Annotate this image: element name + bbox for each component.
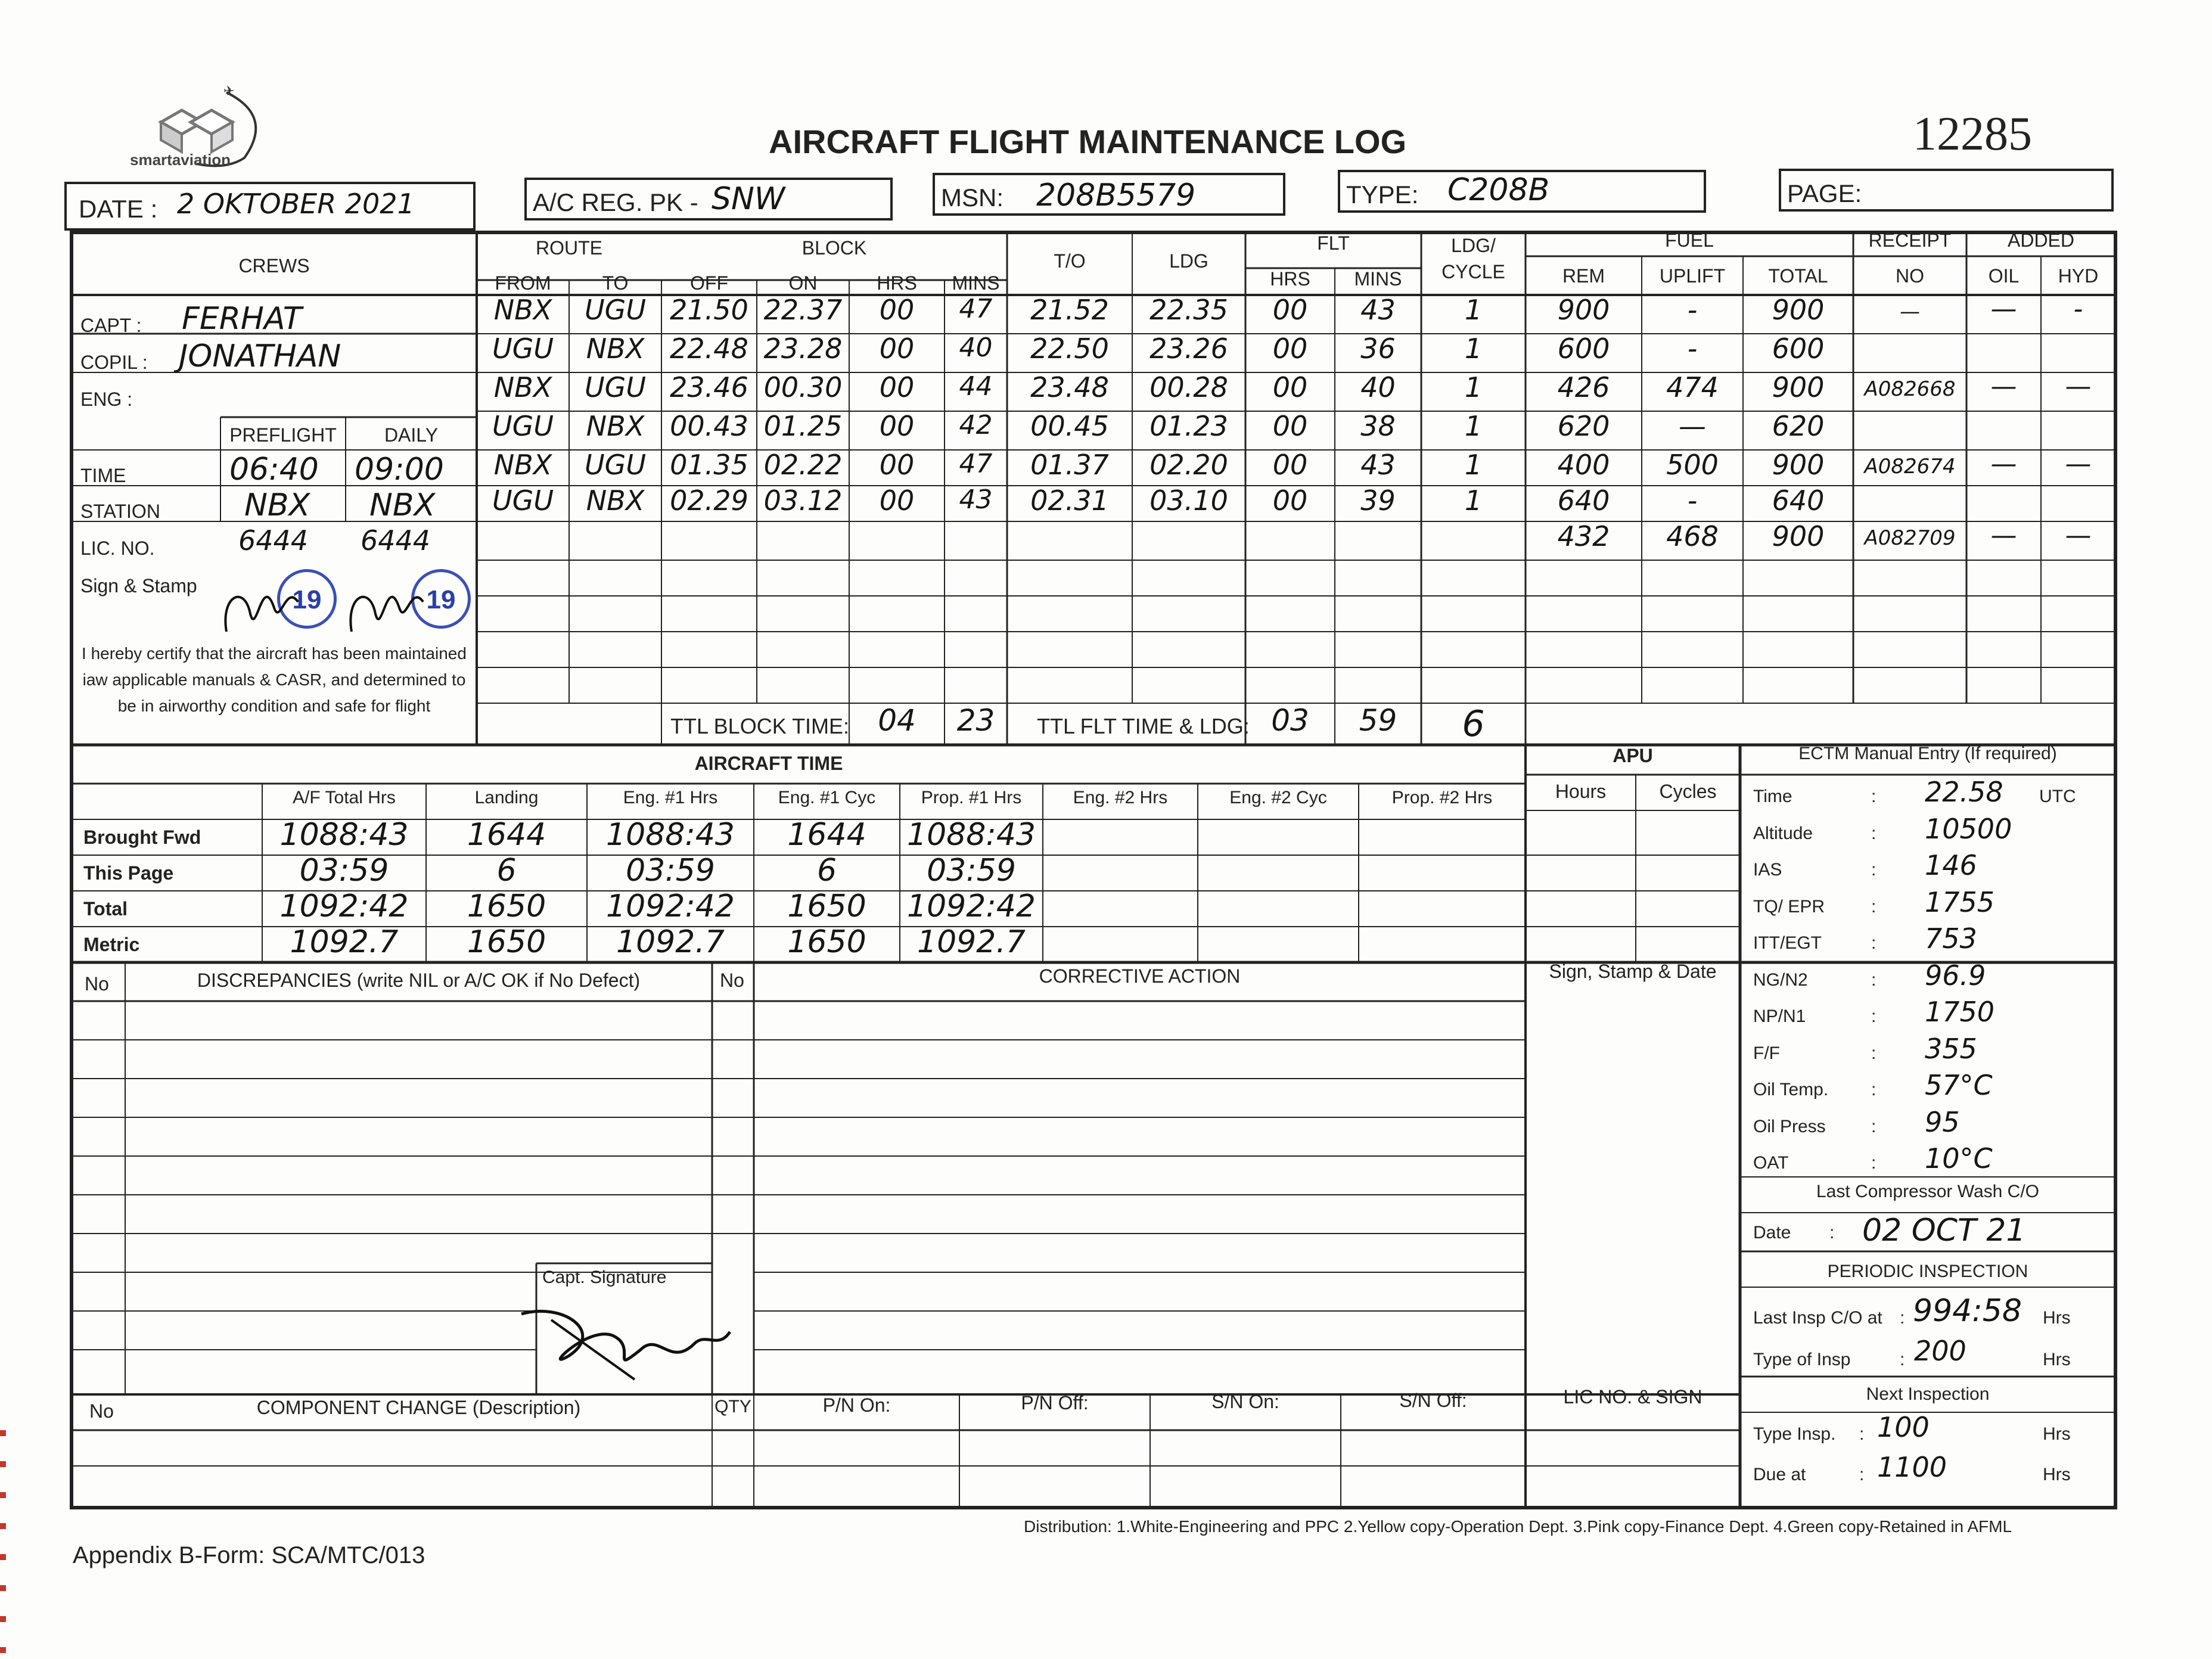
ectm-item-label: Altitude xyxy=(1753,823,1813,843)
aircraft-time-row-label: Metric xyxy=(83,934,140,955)
flight-cell-total[interactable]: 900 xyxy=(1772,520,1825,552)
aircraft-time-col-header: Eng. #2 Cyc xyxy=(1229,788,1327,807)
flight-cell-ldg[interactable]: 02.20 xyxy=(1150,449,1228,481)
corrective-action-heading: CORRECTIVE ACTION xyxy=(1039,965,1241,987)
flight-cell-flt-hrs[interactable]: 00 xyxy=(1272,371,1308,403)
ectm-item-label: F/F xyxy=(1753,1043,1780,1063)
next-insp-heading: Next Inspection xyxy=(1866,1384,1990,1404)
flight-cell-mins[interactable]: 43 xyxy=(959,484,993,515)
due-at-colon: : xyxy=(1859,1465,1865,1484)
ldg-cycle-heading: LDG/ CYCLE xyxy=(1441,235,1505,282)
daily-station[interactable]: NBX xyxy=(369,487,436,523)
preflight-lic[interactable]: 6444 xyxy=(238,524,309,557)
ectm-item-label: OAT xyxy=(1753,1153,1789,1173)
flight-cell-cycle[interactable]: 1 xyxy=(1464,484,1483,517)
flight-cell-on[interactable]: 01.25 xyxy=(763,410,843,442)
ttl-ldg[interactable]: 6 xyxy=(1462,703,1485,745)
flight-cell-on[interactable]: 02.22 xyxy=(763,449,843,481)
flight-cell-mins[interactable]: 40 xyxy=(959,333,993,363)
mins-heading: MINS xyxy=(952,272,1000,294)
flight-cell-oil[interactable]: — xyxy=(1990,294,2017,324)
flight-cell-rem[interactable]: 600 xyxy=(1557,333,1610,365)
flight-cell-flt-hrs[interactable]: 00 xyxy=(1272,333,1308,365)
route-heading: ROUTE xyxy=(536,237,602,259)
flight-cell-flt-hrs[interactable]: 00 xyxy=(1272,294,1308,326)
flight-cell-ldg[interactable]: 23.26 xyxy=(1150,333,1228,365)
time-label: TIME xyxy=(80,465,126,486)
crew-signature-scribble xyxy=(209,560,459,644)
ectm-item-value[interactable]: 355 xyxy=(1925,1032,1977,1065)
ectm-item-value[interactable]: 95 xyxy=(1925,1105,1960,1138)
flight-cell-flt-hrs[interactable]: 00 xyxy=(1272,484,1308,517)
flight-cell-flt-mins[interactable]: 43 xyxy=(1360,294,1396,326)
flight-cell-off[interactable]: 23.46 xyxy=(670,371,748,403)
flight-cell-to[interactable]: NBX xyxy=(586,410,645,442)
type-value: C208B xyxy=(1447,172,1550,208)
aircraft-time-col-header: Eng. #2 Hrs xyxy=(1073,788,1168,807)
capt-value[interactable]: FERHAT xyxy=(182,301,302,337)
flight-cell-to[interactable]: UGU xyxy=(585,449,646,481)
ectm-item-value[interactable]: 146 xyxy=(1925,849,1977,881)
aircraft-time-cell-eng1hrs[interactable]: 1092.7 xyxy=(616,924,725,960)
flight-cell-to-time[interactable]: 02.31 xyxy=(1030,484,1109,517)
flight-cell-flt-hrs[interactable]: 00 xyxy=(1272,410,1308,442)
svg-text:✈: ✈ xyxy=(223,84,235,99)
component-change-heading: COMPONENT CHANGE (Description) xyxy=(256,1397,581,1418)
type-insp-hrs: Hrs xyxy=(2043,1350,2071,1369)
form-title: AIRCRAFT FLIGHT MAINTENANCE LOG xyxy=(769,123,1407,160)
pn-off-heading: P/N Off: xyxy=(1021,1392,1089,1413)
to-time-heading: T/O xyxy=(1054,250,1086,272)
aircraft-time-cell-eng1cyc[interactable]: 1650 xyxy=(787,888,866,924)
aircraft-time-cell-eng1cyc[interactable]: 6 xyxy=(816,853,837,888)
acreg-label: A/C REG. PK - xyxy=(533,188,698,216)
qty-heading: QTY xyxy=(714,1397,751,1416)
ectm-item-unit: UTC xyxy=(2039,787,2076,806)
ectm-item-value[interactable]: 10°C xyxy=(1925,1142,1993,1175)
flight-cell-uplift[interactable]: 468 xyxy=(1666,520,1719,552)
ectm-item-colon: : xyxy=(1871,970,1877,990)
flight-cell-total[interactable]: 900 xyxy=(1772,449,1825,481)
flight-cell-oil[interactable]: — xyxy=(1990,520,2017,551)
flight-cell-uplift[interactable]: 500 xyxy=(1666,449,1719,481)
compressor-date-label: Date xyxy=(1753,1223,1791,1242)
sign-stamp-date-heading: Sign, Stamp & Date xyxy=(1549,961,1717,982)
flight-cell-to[interactable]: NBX xyxy=(586,333,645,365)
flight-cell-ldg[interactable]: 22.35 xyxy=(1150,294,1228,326)
ectm-item-colon: : xyxy=(1871,1116,1877,1136)
flight-cell-hyd[interactable]: - xyxy=(2073,294,2083,324)
crews-heading: CREWS xyxy=(238,255,310,276)
ttl-flt-label: TTL FLT TIME & LDG: xyxy=(1037,714,1250,738)
flt-heading: FLT xyxy=(1317,232,1350,254)
flt-mins-heading: MINS xyxy=(1354,268,1402,290)
flight-cell-cycle[interactable]: 1 xyxy=(1464,410,1483,442)
ectm-item-label: Oil Press xyxy=(1753,1116,1826,1136)
flight-cell-flt-mins[interactable]: 43 xyxy=(1360,449,1396,481)
flight-cell-ldg[interactable]: 00.28 xyxy=(1150,371,1228,403)
ttl-flt-mins[interactable]: 59 xyxy=(1359,703,1397,738)
flight-cell-to-time[interactable]: 00.45 xyxy=(1030,410,1109,442)
daily-lic[interactable]: 6444 xyxy=(361,524,431,557)
ectm-item-label: IAS xyxy=(1753,860,1782,880)
type-insp-value[interactable]: 200 xyxy=(1914,1335,1966,1367)
apu-hours-heading: Hours xyxy=(1555,781,1607,802)
msn-label: MSN: xyxy=(941,184,1004,212)
aircraft-time-cell-landing[interactable]: 1650 xyxy=(467,924,546,960)
date-value: 2 OKTOBER 2021 xyxy=(177,188,415,220)
last-insp-hrs: Hrs xyxy=(2043,1308,2071,1328)
last-insp-colon: : xyxy=(1900,1308,1905,1328)
ectm-item-colon: : xyxy=(1871,823,1877,843)
ectm-item-value[interactable]: 1755 xyxy=(1925,886,1995,918)
flight-cell-off[interactable]: 02.29 xyxy=(670,484,748,517)
aircraft-time-col-header: Eng. #1 Hrs xyxy=(623,788,718,807)
flight-cell-receipt[interactable]: A082668 xyxy=(1864,377,1956,401)
lic-sign-heading: LIC NO. & SIGN xyxy=(1563,1386,1703,1408)
copil-value[interactable]: JONATHAN xyxy=(179,338,341,374)
ectm-item-label: NG/N2 xyxy=(1753,970,1808,990)
flight-cell-from[interactable]: UGU xyxy=(492,484,554,517)
to-heading: TO xyxy=(602,272,629,294)
flight-cell-uplift[interactable]: - xyxy=(1687,484,1698,517)
certify-text: I hereby certify that the aircraft has been maintained iaw applicable manuals & CASR, and determined to be in airworthy condition and safe for flight xyxy=(82,644,467,715)
ectm-item-label: TQ/ EPR xyxy=(1753,896,1825,917)
flight-cell-rem[interactable]: 620 xyxy=(1557,410,1610,442)
receipt-no-heading: NO xyxy=(1896,265,1924,287)
aircraft-time-cell-eng1cyc[interactable]: 1644 xyxy=(787,817,866,853)
next-type-colon: : xyxy=(1859,1424,1865,1444)
ttl-block-hrs[interactable]: 04 xyxy=(878,703,916,738)
oil-heading: OIL xyxy=(1988,265,2020,287)
uplift-heading: UPLIFT xyxy=(1659,265,1726,287)
flight-cell-to[interactable]: NBX xyxy=(586,484,645,517)
from-heading: FROM xyxy=(495,272,551,294)
component-no-heading: No xyxy=(89,1400,114,1422)
flt-hrs-heading: HRS xyxy=(1270,268,1310,290)
apu-heading: APU xyxy=(1613,745,1653,766)
flight-cell-receipt[interactable]: — xyxy=(1900,300,1920,324)
flight-cell-rem[interactable]: 640 xyxy=(1557,484,1610,517)
aircraft-time-cell-eng1hrs[interactable]: 1088:43 xyxy=(605,817,735,853)
flight-cell-cycle[interactable]: 1 xyxy=(1464,449,1483,481)
aircraft-time-row-label: Brought Fwd xyxy=(83,827,201,848)
flight-cell-on[interactable]: 22.37 xyxy=(763,294,843,326)
date-label: DATE : xyxy=(79,195,158,223)
distribution-note: Distribution: 1.White-Engineering and PPC 2.Yellow copy-Operation Dept. 3.Pink copy-Finance Dept. 4.Green copy-Retained in AFML xyxy=(1024,1517,2012,1536)
aircraft-time-heading: AIRCRAFT TIME xyxy=(694,753,843,774)
ectm-item-value[interactable]: 1750 xyxy=(1925,996,1995,1028)
logo-text: smartaviation xyxy=(130,151,231,169)
flight-cell-from[interactable]: UGU xyxy=(492,410,554,442)
flight-cell-oil[interactable]: — xyxy=(1990,371,2017,402)
type-insp-label: Type of Insp xyxy=(1753,1350,1851,1369)
ttl-flt-hrs[interactable]: 03 xyxy=(1271,703,1309,738)
flight-cell-off[interactable]: 00.43 xyxy=(670,410,748,442)
eng-label: ENG : xyxy=(80,389,133,410)
flight-cell-ldg[interactable]: 03.10 xyxy=(1150,484,1228,517)
preflight-label: PREFLIGHT xyxy=(229,424,337,446)
acreg-value: SNW xyxy=(712,181,785,217)
aircraft-time-cell-af[interactable]: 1092:42 xyxy=(279,888,409,924)
ectm-item-label: ITT/EGT xyxy=(1753,933,1822,953)
flight-cell-mins[interactable]: 44 xyxy=(959,371,993,402)
block-heading: BLOCK xyxy=(801,237,867,259)
flight-cell-from[interactable]: NBX xyxy=(493,449,552,481)
flight-cell-off[interactable]: 01.35 xyxy=(670,449,748,481)
flight-cell-total[interactable]: 600 xyxy=(1772,333,1825,365)
ectm-item-value[interactable]: 22.58 xyxy=(1925,776,2003,808)
perforation-edge xyxy=(0,1430,6,1659)
flight-cell-uplift[interactable]: - xyxy=(1687,294,1698,326)
flight-cell-hrs[interactable]: 00 xyxy=(879,484,915,517)
flight-cell-from[interactable]: NBX xyxy=(493,294,552,326)
ldg-heading: LDG xyxy=(1169,250,1208,272)
aircraft-time-cell-eng1hrs[interactable]: 1092:42 xyxy=(605,888,735,924)
off-heading: OFF xyxy=(690,272,728,294)
flight-cell-to-time[interactable]: 01.37 xyxy=(1030,449,1109,481)
flight-cell-mins[interactable]: 47 xyxy=(959,449,993,479)
flight-cell-flt-mins[interactable]: 39 xyxy=(1360,484,1396,517)
flight-cell-ldg[interactable]: 01.23 xyxy=(1150,410,1228,442)
flight-cell-hrs[interactable]: 00 xyxy=(879,333,915,365)
capt-signature-label: Capt. Signature xyxy=(542,1267,667,1287)
flight-cell-hrs[interactable]: 00 xyxy=(879,371,915,403)
compressor-date-colon: : xyxy=(1829,1223,1835,1242)
ectm-item-value[interactable]: 753 xyxy=(1925,922,1977,955)
last-insp-value[interactable]: 994:58 xyxy=(1913,1293,2022,1329)
flight-cell-to-time[interactable]: 21.52 xyxy=(1030,294,1109,326)
lic-label: LIC. NO. xyxy=(80,538,155,559)
flight-cell-mins[interactable]: 47 xyxy=(959,294,993,324)
flight-cell-total[interactable]: 900 xyxy=(1772,371,1825,403)
discrepancies-heading: DISCREPANCIES (write NIL or A/C OK if No Defect) xyxy=(197,970,641,991)
aircraft-time-cell-af[interactable]: 03:59 xyxy=(299,853,389,888)
aircraft-time-col-header: Landing xyxy=(474,788,539,807)
aircraft-time-cell-landing[interactable]: 1650 xyxy=(467,888,546,924)
flight-cell-hrs[interactable]: 00 xyxy=(879,410,915,442)
aircraft-time-cell-af[interactable]: 1088:43 xyxy=(279,817,409,853)
flight-cell-cycle[interactable]: 1 xyxy=(1464,333,1483,365)
flight-cell-rem[interactable]: 900 xyxy=(1557,294,1610,326)
due-at-label: Due at xyxy=(1753,1465,1806,1484)
ttl-block-mins[interactable]: 23 xyxy=(956,703,995,738)
flight-cell-hyd[interactable]: — xyxy=(2065,520,2092,551)
ectm-item-colon: : xyxy=(1871,933,1877,953)
captain-signature xyxy=(515,1296,742,1391)
aircraft-time-col-header: A/F Total Hrs xyxy=(293,788,396,807)
flight-cell-hrs[interactable]: 00 xyxy=(879,294,915,326)
hyd-heading: HYD xyxy=(2058,265,2099,287)
flight-cell-to-time[interactable]: 22.50 xyxy=(1030,333,1109,365)
compressor-date-value[interactable]: 02 OCT 21 xyxy=(1862,1213,2026,1248)
ectm-item-label: NP/N1 xyxy=(1753,1006,1806,1026)
aircraft-time-cell-prop1[interactable]: 1088:43 xyxy=(906,817,1036,853)
ectm-item-colon: : xyxy=(1871,896,1877,917)
serial-number: 12285 xyxy=(1913,108,2032,160)
station-label: STATION xyxy=(80,501,160,522)
flight-cell-from[interactable]: UGU xyxy=(492,333,554,365)
ectm-item-value[interactable]: 10500 xyxy=(1925,812,2012,845)
flight-cell-hrs[interactable]: 00 xyxy=(879,449,915,481)
flight-cell-total[interactable]: 900 xyxy=(1772,294,1825,326)
aircraft-time-cell-eng1cyc[interactable]: 1650 xyxy=(787,924,866,960)
rem-heading: REM xyxy=(1562,265,1605,287)
stamp-number: 19 xyxy=(426,585,456,614)
flight-cell-flt-mins[interactable]: 40 xyxy=(1360,371,1396,403)
periodic-heading: PERIODIC INSPECTION xyxy=(1827,1262,2028,1281)
apu-cycles-heading: Cycles xyxy=(1659,781,1717,802)
flight-cell-flt-mins[interactable]: 38 xyxy=(1360,410,1396,442)
aircraft-time-row-label: Total xyxy=(83,898,128,919)
type-insp-colon: : xyxy=(1900,1350,1905,1369)
aircraft-time-cell-prop1[interactable]: 1092.7 xyxy=(917,924,1026,960)
type-label: TYPE: xyxy=(1346,181,1419,209)
ectm-item-colon: : xyxy=(1871,787,1877,806)
ectm-item-label: Oil Temp. xyxy=(1753,1080,1829,1099)
flight-cell-flt-hrs[interactable]: 00 xyxy=(1272,449,1308,481)
preflight-time[interactable]: 06:40 xyxy=(229,452,319,487)
flight-cell-receipt[interactable]: A082709 xyxy=(1864,526,1956,550)
page-label: PAGE: xyxy=(1787,179,1862,207)
ectm-item-label: Time xyxy=(1753,787,1792,806)
flight-cell-uplift[interactable]: - xyxy=(1687,333,1698,365)
sign-stamp-label: Sign & Stamp xyxy=(80,575,197,597)
total-heading: TOTAL xyxy=(1768,265,1828,287)
compressor-heading: Last Compressor Wash C/O xyxy=(1816,1182,2039,1201)
sn-on-heading: S/N On: xyxy=(1211,1391,1279,1412)
sn-off-heading: S/N Off: xyxy=(1399,1390,1467,1411)
flight-cell-off[interactable]: 21.50 xyxy=(670,294,748,326)
flight-cell-on[interactable]: 23.28 xyxy=(763,333,843,365)
on-heading: ON xyxy=(788,272,818,294)
ectm-item-value[interactable]: 57°C xyxy=(1925,1069,1993,1101)
flight-cell-mins[interactable]: 42 xyxy=(959,410,993,440)
aircraft-time-cell-af[interactable]: 1092.7 xyxy=(290,924,399,960)
aircraft-time-row-label: This Page xyxy=(83,862,174,884)
flight-cell-receipt[interactable]: A082674 xyxy=(1864,455,1956,479)
aircraft-time-col-header: Prop. #1 Hrs xyxy=(921,788,1022,807)
flight-cell-rem[interactable]: 432 xyxy=(1557,520,1610,552)
ectm-item-colon: : xyxy=(1871,1043,1877,1063)
flight-cell-uplift[interactable]: — xyxy=(1679,410,1706,442)
aircraft-time-cell-prop1[interactable]: 03:59 xyxy=(927,853,1016,888)
ectm-item-colon: : xyxy=(1871,860,1877,880)
aircraft-time-cell-prop1[interactable]: 1092:42 xyxy=(906,888,1036,924)
daily-label: DAILY xyxy=(384,424,439,446)
aircraft-time-cell-eng1hrs[interactable]: 03:59 xyxy=(626,853,715,888)
capt-label: CAPT : xyxy=(80,315,142,336)
next-type-hrs: Hrs xyxy=(2043,1424,2071,1444)
daily-time[interactable]: 09:00 xyxy=(355,452,444,487)
flight-cell-rem[interactable]: 426 xyxy=(1557,371,1610,403)
flight-cell-total[interactable]: 640 xyxy=(1772,484,1825,517)
next-type-label: Type Insp. xyxy=(1753,1424,1836,1444)
stamp-number: 19 xyxy=(292,585,322,614)
added-heading: ADDED xyxy=(2007,229,2074,251)
hrs-heading: HRS xyxy=(877,272,917,294)
flight-cell-cycle[interactable]: 1 xyxy=(1464,371,1483,403)
flight-cell-oil[interactable]: — xyxy=(1990,449,2017,479)
ectm-heading: ECTM Manual Entry (If required) xyxy=(1798,744,2057,763)
flight-cell-on[interactable]: 00.30 xyxy=(763,371,843,403)
form-reference: Appendix B-Form: SCA/MTC/013 xyxy=(73,1542,425,1568)
flight-cell-to-time[interactable]: 23.48 xyxy=(1030,371,1109,403)
flight-cell-cycle[interactable]: 1 xyxy=(1464,294,1483,326)
aircraft-time-col-header: Prop. #2 Hrs xyxy=(1391,788,1493,807)
corrective-no-heading: No xyxy=(720,970,744,991)
fuel-heading: FUEL xyxy=(1665,229,1714,251)
ectm-item-colon: : xyxy=(1871,1153,1877,1173)
last-insp-label: Last Insp C/O at xyxy=(1753,1308,1882,1328)
flight-cell-off[interactable]: 22.48 xyxy=(670,333,748,365)
flight-cell-to[interactable]: UGU xyxy=(585,294,646,326)
ectm-item-colon: : xyxy=(1871,1006,1877,1026)
copil-label: COPIL : xyxy=(80,352,148,373)
flight-cell-hyd[interactable]: — xyxy=(2065,371,2092,402)
flight-cell-on[interactable]: 03.12 xyxy=(763,484,843,517)
flight-cell-rem[interactable]: 400 xyxy=(1557,449,1610,481)
flight-cell-flt-mins[interactable]: 36 xyxy=(1360,333,1396,365)
flight-cell-from[interactable]: NBX xyxy=(493,371,552,403)
discrepancy-no-heading: No xyxy=(85,973,109,995)
ectm-item-colon: : xyxy=(1871,1080,1877,1099)
due-at-value[interactable]: 1100 xyxy=(1877,1451,1947,1483)
next-type-value[interactable]: 100 xyxy=(1877,1411,1930,1443)
ttl-block-label: TTL BLOCK TIME: xyxy=(670,714,850,738)
msn-value: 208B5579 xyxy=(1036,178,1196,213)
aircraft-time-col-header: Eng. #1 Cyc xyxy=(778,788,876,807)
flight-cell-to[interactable]: UGU xyxy=(585,371,646,403)
receipt-heading: RECEIPT xyxy=(1868,229,1952,251)
preflight-station[interactable]: NBX xyxy=(244,487,310,523)
flight-cell-total[interactable]: 620 xyxy=(1772,410,1825,442)
due-at-hrs: Hrs xyxy=(2043,1465,2071,1484)
ectm-item-value[interactable]: 96.9 xyxy=(1925,959,1986,992)
flight-cell-hyd[interactable]: — xyxy=(2065,449,2092,479)
pn-on-heading: P/N On: xyxy=(822,1394,891,1416)
flight-cell-uplift[interactable]: 474 xyxy=(1666,371,1719,403)
aircraft-time-cell-landing[interactable]: 6 xyxy=(496,853,517,888)
aircraft-time-cell-landing[interactable]: 1644 xyxy=(467,817,546,853)
